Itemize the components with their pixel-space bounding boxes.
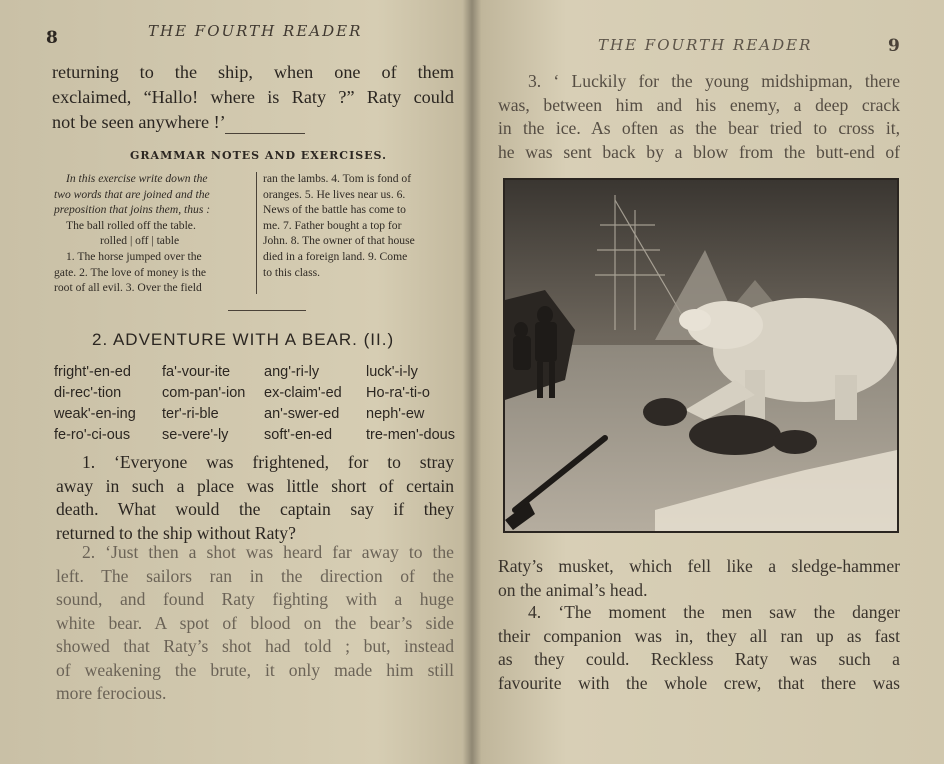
running-head: THE FOURTH READER <box>148 22 363 40</box>
engraving-image <box>505 180 897 531</box>
divider <box>228 310 306 311</box>
page-number: 9 <box>888 36 900 56</box>
chapter-title: 2. ADVENTURE WITH A BEAR. (II.) <box>92 330 395 349</box>
grammar-right-column: ran the lambs. 4. Tom is fond of oranges. 5. He lives near us. 6. News of the battle has come to me. 7. Father bought a top for John. 8. The owner of that house died in a foreign land. 9. Come to this class. <box>263 172 415 279</box>
running-head: THE FOURTH READER <box>598 36 813 54</box>
intro-paragraph: returning to the ship, when one of them exclaimed, “Hallo! where is Raty ?” Raty could not be seen anywhere !’ <box>52 62 454 132</box>
paragraph-2: 2. ‘Just then a shot was heard far away to the left. The sailors ran in the direction of the sound, and found Raty fighting with a huge white bear. A spot of blood on the bear’s side showed that Raty’s shot had told ; but, instead of weakening the brute, it only made him still more ferocious. <box>56 542 454 703</box>
grammar-left-column: In this exercise write down the two words that are joined and the preposition that joins them, thus : The ball rolled off the table. rolled | off | table 1. The horse jumped over the gate. 2. The love of money is the root of all evil. 3. Over the field <box>54 172 211 295</box>
column-divider <box>256 172 257 294</box>
page-number: 8 <box>46 28 58 48</box>
paragraph-1: 1. ‘Everyone was frightened, for to stray away in such a place was little short of certain death. What would the captain say if they returned to the ship without Raty? <box>56 452 454 543</box>
paragraph-3-continued: Raty’s musket, which fell like a sledge-hammer on the animal’s head. <box>498 556 900 600</box>
grammar-title: GRAMMAR NOTES AND EXERCISES. <box>130 149 387 162</box>
paragraph-3: 3. ‘ Luckily for the young midshipman, there was, between him and his enemy, a deep crack in the ice. As often as the bear tried to cross it, he was sent back by a blow from the butt-end of <box>498 71 900 162</box>
bear-illustration <box>503 178 899 533</box>
vocabulary-list: fright'-en-ed fa'-vour-ite ang'-ri-ly luck'-i-ly di-rec'-tion com-pan'-ion ex-claim'-ed Ho-ra'-ti-o weak'-en-ing ter'-ri-ble an'-swer-ed neph'-ew fe-ro'-ci-ous se-vere'-ly soft'-en-ed tre-men'-dous <box>54 364 455 443</box>
paragraph-4: 4. ‘The moment the men saw the danger their companion was in, they all ran up as fast as they could. Reckless Raty was such a favourite with the whole crew, that there was <box>498 602 900 693</box>
divider <box>225 133 305 134</box>
